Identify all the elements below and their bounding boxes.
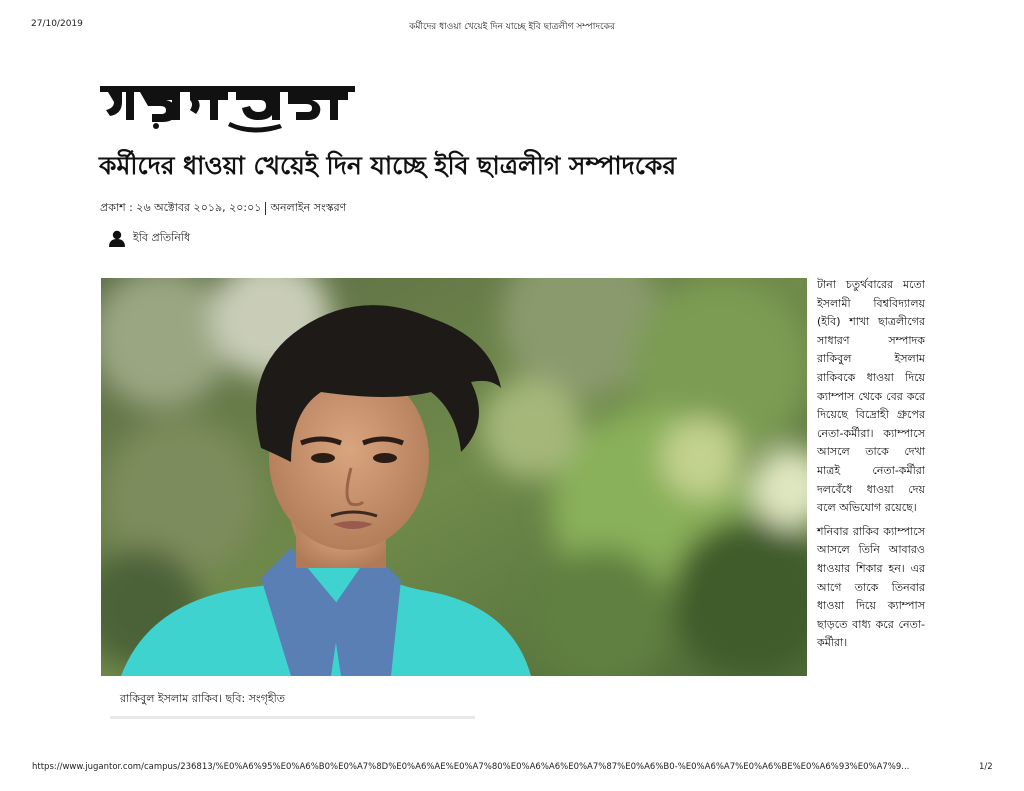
caption-divider (110, 716, 475, 719)
body-paragraph: টানা চতুর্থবারের মতো ইসলামী বিশ্ববিদ্যালয় (ইবি) শাখা ছাত্রলীগের সাধারণ সম্পাদক রাকিবুল ইসলাম রাকিবকে ধাওয়া দিয়ে ক্যাম্পাস থেকে বের করে দিয়েছে বিদ্রোহী গ্রুপের নেতা-কর্মীরা। ক্যাম্পাসে আসলে তাকে দেখা মাত্রই নেতা-কর্মীরা দলবেঁধে ধাওয়া দেয় বলে অভিযোগ রয়েছে। (817, 278, 925, 515)
print-title: কর্মীদের ধাওয়া খেয়েই দিন যাচ্ছে ইবি ছাত্রলীগ সম্পাদকের (409, 22, 615, 32)
print-page-number: 1/2 (979, 762, 993, 772)
publish-date: প্রকাশ : ২৬ অক্টোবর ২০১৯, ২০:০১ (100, 201, 262, 214)
body-paragraph: শনিবার রাকিব ক্যাম্পাসে আসলে তিনি আবারও ধাওয়ার শিকার হন। এর আগে তাকে তিনবার ধাওয়া দিয়ে ক্যাম্পাস ছাড়তে বাধ্য করে নেতা-কর্মীরা। (817, 524, 925, 650)
article-body (817, 276, 925, 658)
article-meta (100, 199, 346, 218)
meta-divider (265, 202, 266, 215)
article-photo (101, 278, 807, 676)
print-date: 27/10/2019 (31, 19, 83, 29)
author-name: ইবি প্রতিনিধি (133, 231, 191, 244)
jugantor-logo[interactable] (100, 78, 360, 134)
article-author (109, 229, 190, 248)
user-icon (109, 230, 125, 247)
print-footer-url[interactable]: https://www.jugantor.com/campus/236813/%E0%A6%95%E0%A6%B0%E0%A7%8D%E0%A6%AE%E0%A7%80%E0%A6%A6%E0%A7%87%E0%A6%B0-%E0%A6%A7%E0%A6%BE%E0%A6%93%E0%A7%9... (32, 762, 910, 772)
edition-label: অনলাইন সংস্করণ (270, 201, 347, 214)
article-headline: কর্মীদের ধাওয়া খেয়েই দিন যাচ্ছে ইবি ছাত্রলীগ সম্পাদকের (99, 151, 677, 180)
photo-caption: রাকিবুল ইসলাম রাকিব। ছবি: সংগৃহীত (120, 692, 286, 705)
